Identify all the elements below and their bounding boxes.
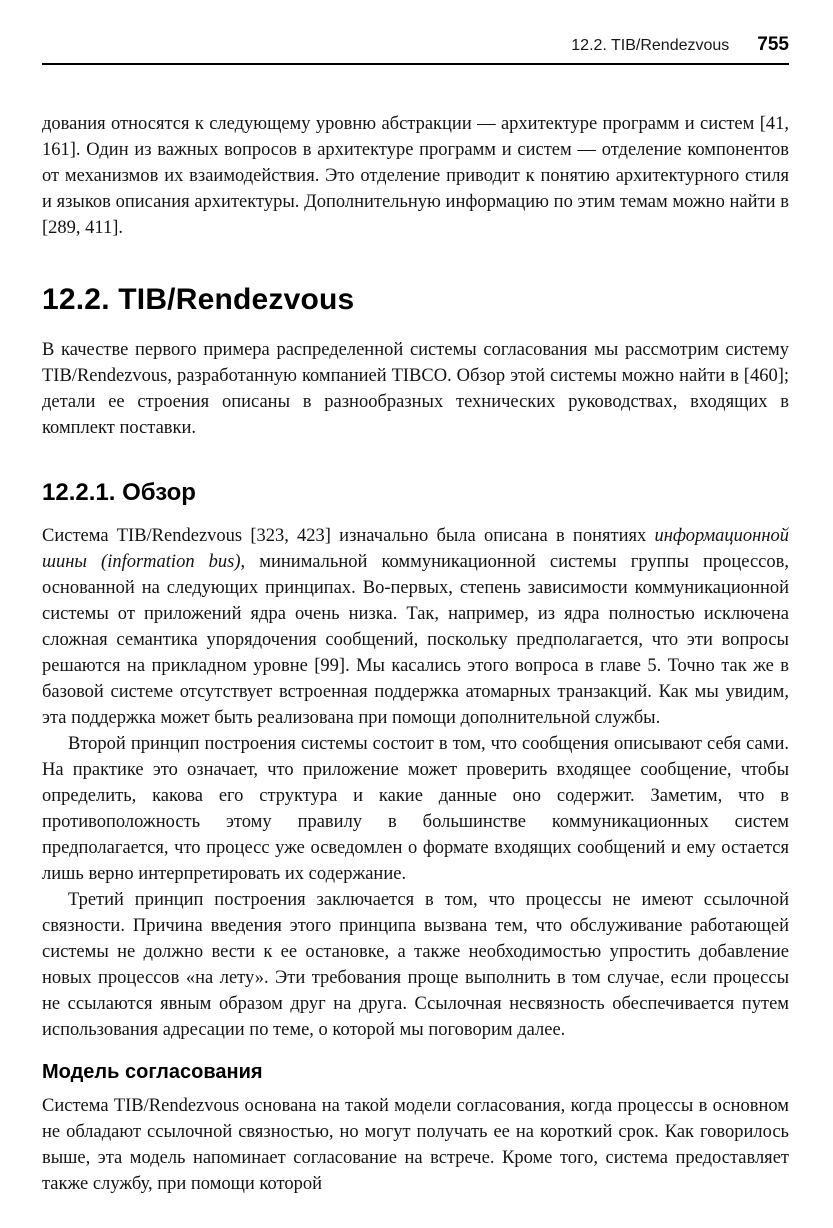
subsection-heading-12-2-1: 12.2.1. Обзор bbox=[42, 479, 196, 506]
overview-paragraph-1-text-end: , минимальной коммуникационной системы группы процессов, основанной на следующих принципах. Во-первых, степень зависимости коммуникационной системы от приложений ядра очень низка. Так, например, из ядра полностью исключена сложная семантика упорядочения сообщений, поскольку предполагается, что эти вопросы решаются на прикладном уровне [99]. Мы касались этого вопроса в главе 5. Точно так же в базовой системе отсутствует встроенная поддержка атомарных транзакций. Как мы увидим, эта поддержка может быть реализована при помощи дополнительной службы. bbox=[42, 552, 790, 728]
overview-paragraph-1 bbox=[42, 523, 789, 731]
overview-paragraph-1-text-start: Система TIB/Rendezvous [323, 423] изначально была описана в понятиях bbox=[42, 526, 655, 546]
page-number: 755 bbox=[757, 34, 789, 55]
overview-paragraph-3: Третий принцип построения заключается в том, что процессы не имеют ссылочной связности. Причина введения этого принципа вызвана тем, что обслуживание работающей системы не должно вести к ее остановке, а также необходимостью упростить добавление новых процессов «на лету». Эти требования проще выполнить в том случае, если процессы не ссылаются явным образом друг на друга. Ссылочная несвязность обеспечивается путем использования адресации по теме, о которой мы поговорим далее. bbox=[42, 890, 789, 1040]
continuation-paragraph: дования относятся к следующему уровню абстракции — архитектуре программ и систем [41, 161]. Один из важных вопросов в архитектуре программ и систем — отделение компонентов от механизмов их взаимодействия. Это отделение приводит к понятию архитектурного стиля и языков описания архитектуры. Дополнительную информацию по этим темам можно найти в [289, 411]. bbox=[42, 114, 789, 238]
section-heading-12-2: 12.2. TIB/Rendezvous bbox=[42, 283, 355, 316]
page-header bbox=[42, 34, 789, 63]
page-body bbox=[42, 111, 789, 1197]
information-bus-italic-term: информационной шины (information bus) bbox=[42, 526, 789, 572]
header-rule bbox=[42, 63, 789, 65]
coordination-model-heading: Модель согласования bbox=[42, 1061, 263, 1083]
section-12-2-paragraph: В качестве первого примера распределенной системы согласования мы рассмотрим систему TIB/Rendezvous, разработанную компанией TIBCO. Обзор этой системы можно найти в [460]; детали ее строения описаны в разнообразных технических руководствах, входящих в комплект поставки. bbox=[42, 340, 789, 438]
running-header-title: 12.2. TIB/Rendezvous bbox=[571, 37, 730, 54]
coordination-model-paragraph: Система TIB/Rendezvous основана на такой модели согласования, когда процессы в основном не обладают ссылочной связностью, но могут получать ее на короткий срок. Как говорилось выше, эта модель напоминает согласование на встрече. Кроме того, система предоставляет также службу, при помощи которой bbox=[42, 1096, 789, 1194]
overview-paragraph-2: Второй принцип построения системы состоит в том, что сообщения описывают себя сами. На практике это означает, что приложение может проверить входящее сообщение, чтобы определить, какова его структура и какие данные оно содержит. Заметим, что в противоположность этому правилу в большинстве коммуникационных систем предполагается, что процесс уже осведомлен о формате входящих сообщений и ему остается лишь верно интерпретировать их содержание. bbox=[42, 734, 789, 884]
